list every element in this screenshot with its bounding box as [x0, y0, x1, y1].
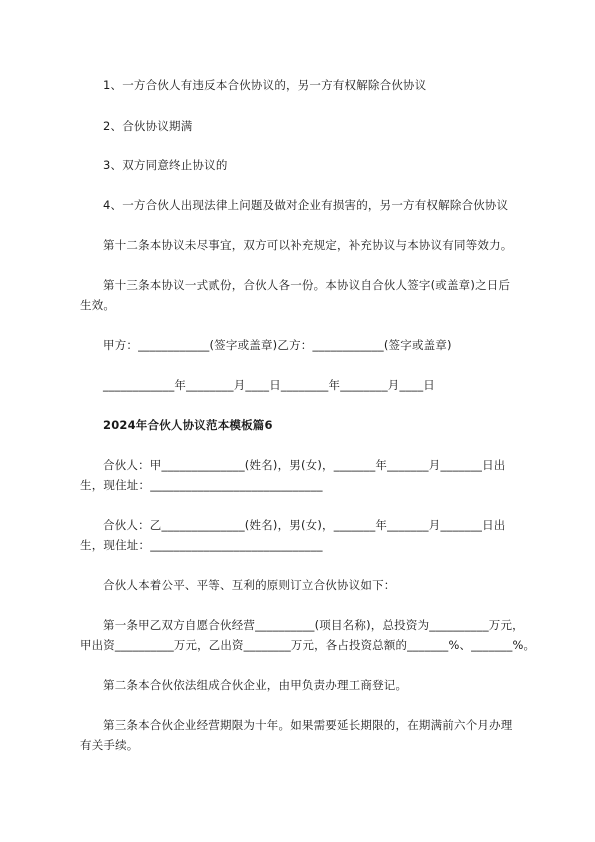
article-3-line-2: 有关手续。	[80, 738, 139, 752]
article-3-line-1: 第三条本合伙企业经营期限为十年。如果需要延长期限的，在期满前六个月办理	[103, 718, 513, 732]
preamble: 合伙人本着公平、平等、互利的原则订立合伙协议如下：	[103, 578, 396, 592]
article-13-line-1: 第十三条本协议一式贰份，合伙人各一份。本协议自合伙人签字(或盖章)之日后	[103, 278, 511, 292]
partner-a-line-2: 生，现住址：_____________________________	[80, 478, 323, 492]
partner-a-line-1: 合伙人：甲______________(姓名)，男(女)，_______年_______月_______日出	[103, 458, 506, 472]
section-heading: 2024年合伙人协议范本模板篇6	[103, 418, 273, 432]
article-2: 第二条本合伙依法组成合伙企业，由甲负责办理工商登记。	[103, 678, 408, 692]
clause-item-4: 4、一方合伙人出现法律上问题及做对企业有损害的，另一方有权解除合伙协议	[103, 198, 509, 212]
partner-b-line-2: 生，现住址：_____________________________	[80, 538, 323, 552]
article-1-line-2: 甲出资__________万元，乙出资________万元，各占投资总额的_______%、_______%。	[80, 638, 536, 652]
clause-item-3: 3、双方同意终止协议的	[103, 158, 228, 172]
partner-b-line-1: 合伙人：乙______________(姓名)，男(女)，_______年_______月_______日出	[103, 518, 506, 532]
clause-item-1: 1、一方合伙人有违反本合伙协议的，另一方有权解除合伙协议	[103, 78, 427, 92]
signature-line: 甲方：____________(签字或盖章)乙方：____________(签字或盖章)	[103, 338, 452, 352]
article-1-line-1: 第一条甲乙双方自愿合伙经营__________(项目名称)，总投资为__________万元，	[103, 618, 524, 632]
clause-item-2: 2、合伙协议期满	[103, 119, 193, 133]
article-12: 第十二条本协议未尽事宜，双方可以补充规定，补充协议与本协议有同等效力。	[103, 238, 513, 252]
date-line: ____________年________月____日________年________月____日	[103, 378, 435, 392]
article-13-line-2: 生效。	[80, 298, 116, 312]
